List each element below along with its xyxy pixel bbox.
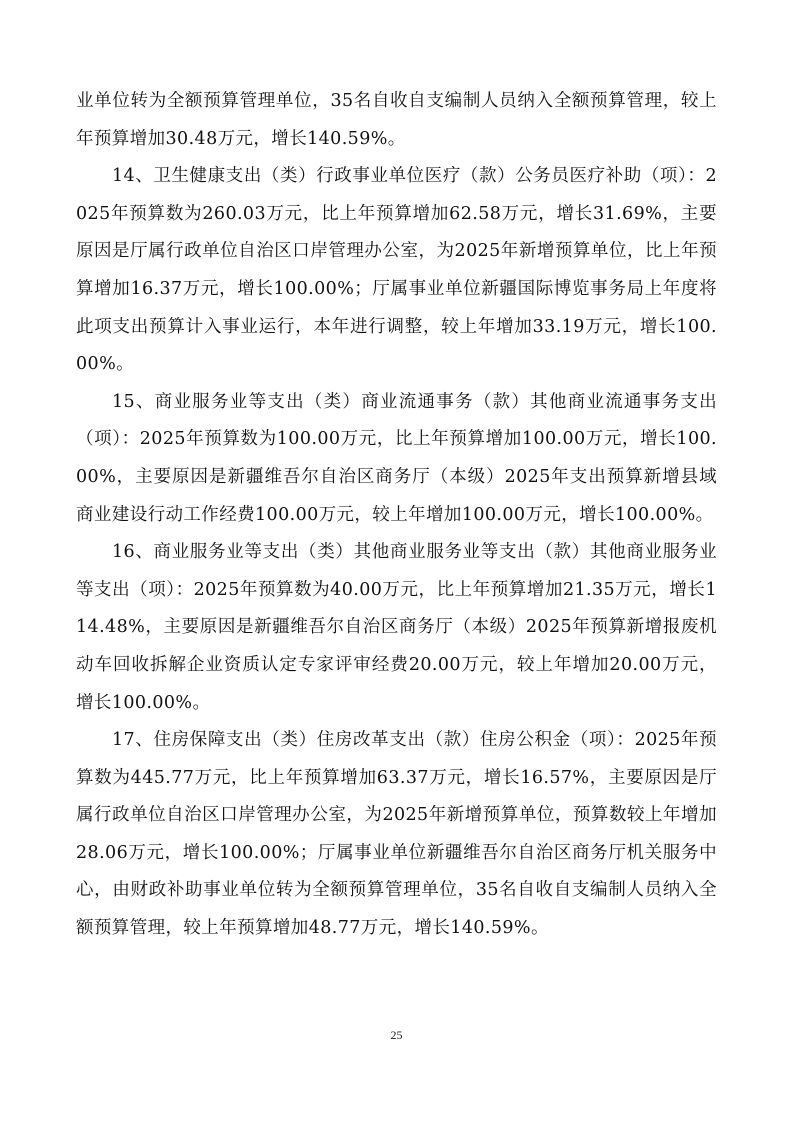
paragraph-continuation: 业单位转为全额预算管理单位，35名自收自支编制人员纳入全额预算管理，较上年预算增加30.48万元，增长140.59%。 bbox=[76, 91, 717, 149]
page-number: 25 bbox=[390, 1028, 403, 1042]
paragraph-item-17: 17、住房保障支出（类）住房改革支出（款）住房公积金（项）：2025年预算数为445.77万元，比上年预算增加63.37万元，增长16.57%，主要原因是厅属行政单位自治区口岸管理办公室，为2025年新增预算单位，预算数较上年增加28.06万元，增长100.00%；厅属事业单位新疆维吾尔自治区商务厅机关服务中心，由财政补助事业单位转为全额预算管理单位，35名自收自支编制人员纳入全额预算管理，较上年预算增加48.77万元，增长140.59%。 bbox=[76, 730, 717, 939]
paragraph-item-16: 16、商业服务业等支出（类）其他商业服务业等支出（款）其他商业服务业等支出（项）：2025年预算数为40.00万元，比上年预算增加21.35万元，增长114.48%，主要原因是新疆维吾尔自治区商务厅（本级）2025年预算新增报废机动车回收拆解企业资质认定专家评审经费20.00万元，较上年增加20.00万元，增长100.00%。 bbox=[76, 542, 717, 713]
document-body bbox=[76, 83, 717, 948]
paragraph-item-15: 15、商业服务业等支出（类）商业流通事务（款）其他商业流通事务支出（项）：2025年预算数为100.00万元，比上年预算增加100.00万元，增长100.00%，主要原因是新疆维吾尔自治区商务厅（本级）2025年支出预算新增县域商业建设行动工作经费100.00万元，较上年增加100.00万元，增长100.00%。 bbox=[76, 391, 717, 525]
paragraph-item-14: 14、卫生健康支出（类）行政事业单位医疗（款）公务员医疗补助（项）：2025年预算数为260.03万元，比上年预算增加62.58万元，增长31.69%，主要原因是厅属行政单位自治区口岸管理办公室，为2025年新增预算单位，比上年预算增加16.37万元，增长100.00%；厅属事业单位新疆国际博览事务局上年度将此项支出预算计入事业运行，本年进行调整，较上年增加33.19万元，增长100.00%。 bbox=[76, 166, 717, 375]
